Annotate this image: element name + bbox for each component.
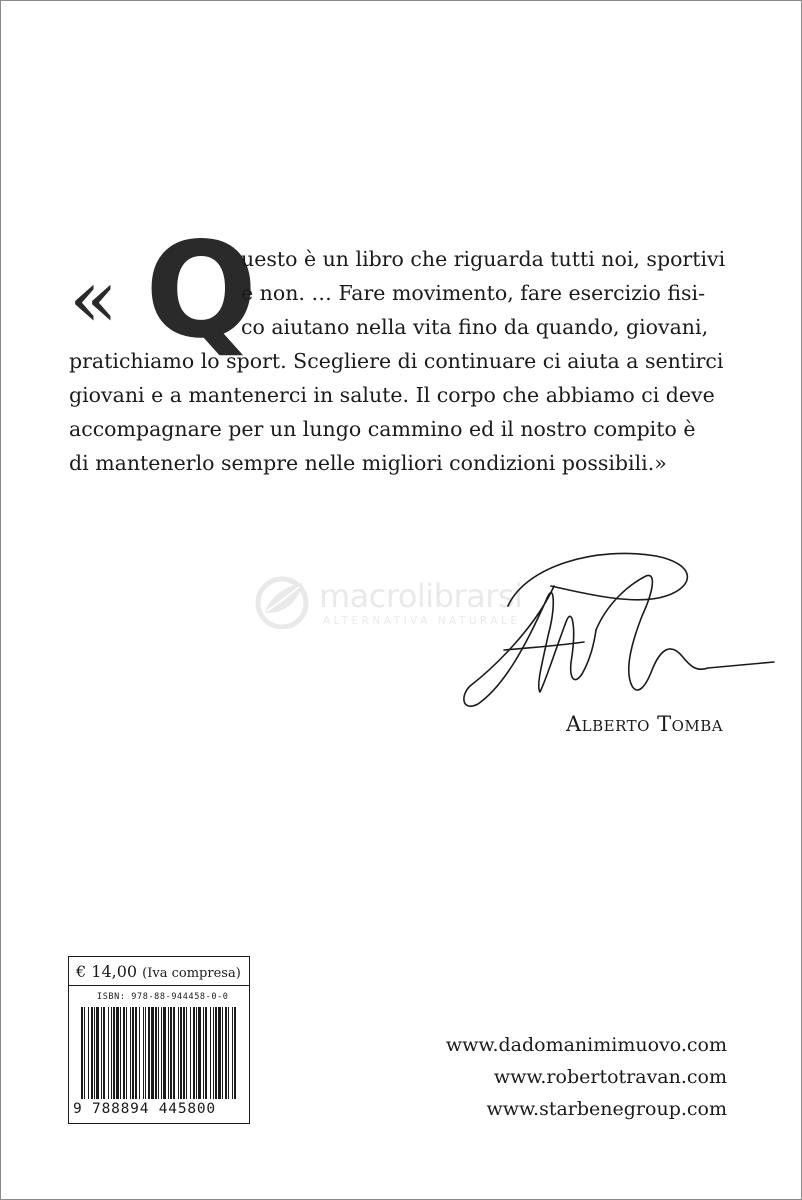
- barcode-bar: [84, 1007, 85, 1099]
- barcode-bar: [101, 1007, 102, 1099]
- barcode-bar: [148, 1007, 150, 1099]
- barcode-bar: [163, 1007, 166, 1099]
- barcode-bar: [203, 1007, 204, 1099]
- barcode-bar: [94, 1007, 95, 1099]
- isbn-label: ISBN: 978-88-944458-0-0: [97, 992, 229, 1002]
- barcode-bar: [88, 1007, 89, 1099]
- price: [76, 962, 241, 981]
- barcode-bar: [135, 1007, 137, 1099]
- barcode-bar: [193, 1007, 195, 1099]
- barcode-bar: [81, 1007, 83, 1099]
- barcode-bar: [139, 1007, 140, 1099]
- barcode-bar: [161, 1007, 162, 1099]
- barcode-bar: [173, 1007, 175, 1099]
- barcode-bar: [111, 1007, 112, 1099]
- quote-line: di mantenerlo sempre nelle migliori condizioni possibili.»: [69, 451, 667, 475]
- quote-line: accompagnare per un lungo cammino ed il nostro compito è: [69, 417, 696, 441]
- watermark-name: macrolibrarsi: [319, 577, 523, 615]
- barcode-bar: [108, 1007, 109, 1099]
- barcode-bar: [145, 1007, 146, 1099]
- barcode-bar: [168, 1007, 169, 1099]
- barcode-bar: [155, 1007, 157, 1099]
- barcode-bar: [218, 1007, 221, 1099]
- barcode-bar: [228, 1007, 229, 1099]
- website-link[interactable]: www.starbenegroup.com: [486, 1098, 727, 1120]
- drop-cap: Q: [145, 214, 258, 368]
- barcode-bar: [158, 1007, 159, 1099]
- price-barcode-box: [68, 956, 250, 1124]
- barcode-bar: [91, 1007, 93, 1099]
- barcode-bar: [198, 1007, 201, 1099]
- quote-line: pratichiamo lo sport. Scegliere di continuare ci aiuta a sentirci: [69, 349, 724, 373]
- barcode-bar: [151, 1007, 154, 1099]
- barcode-bar: [123, 1007, 125, 1099]
- barcode-bar: [196, 1007, 197, 1099]
- barcode-bar: [183, 1007, 185, 1099]
- barcode-bar: [180, 1007, 182, 1099]
- price-row: [69, 957, 249, 986]
- website-link[interactable]: www.robertotravan.com: [493, 1066, 727, 1088]
- barcode-bar: [215, 1007, 217, 1099]
- leaf-logo-icon: [253, 575, 311, 629]
- barcode-bar: [120, 1007, 121, 1099]
- quote-line: giovani e a mantenerci in salute. Il corpo che abbiamo ci deve: [69, 383, 715, 407]
- barcode-bar: [130, 1007, 131, 1099]
- barcode-bar: [213, 1007, 214, 1099]
- barcode-bar: [210, 1007, 211, 1099]
- barcode-bar: [234, 1007, 236, 1099]
- price-note: (Iva compresa): [142, 966, 241, 981]
- barcode-bar: [225, 1007, 227, 1099]
- website-link[interactable]: www.dadomanimimuovo.com: [445, 1034, 727, 1056]
- barcode-bar: [190, 1007, 191, 1099]
- barcode-bar: [132, 1007, 134, 1099]
- quote-line: co aiutano nella vita fino da quando, giovani,: [241, 315, 709, 339]
- barcode-bar: [232, 1007, 233, 1099]
- barcode-bar: [170, 1007, 172, 1099]
- barcode-bar: [143, 1007, 144, 1099]
- quote-line: e non. … Fare movimento, fare esercizio fisi-: [241, 281, 706, 305]
- barcode: [79, 1007, 239, 1099]
- barcode-bar: [116, 1007, 119, 1099]
- barcode-bar: [178, 1007, 179, 1099]
- website-list: [446, 1029, 727, 1125]
- barcode-bar: [103, 1007, 105, 1099]
- handwritten-signature: [456, 546, 786, 726]
- watermark-tagline: ALTERNATIVA NATURALE: [323, 615, 521, 627]
- barcode-digits: 9 788894 445800: [73, 1101, 216, 1117]
- barcode-bar: [222, 1007, 223, 1099]
- author-name: Alberto Tomba: [566, 712, 724, 736]
- barcode-bar: [113, 1007, 115, 1099]
- barcode-bar: [126, 1007, 127, 1099]
- price-amount: € 14,00: [76, 962, 138, 981]
- barcode-bar: [96, 1007, 99, 1099]
- opening-guillemet: «: [69, 252, 114, 345]
- barcode-bar: [186, 1007, 187, 1099]
- quote-line: uesto è un libro che riguarda tutti noi, sportivi: [241, 247, 726, 271]
- barcode-bar: [205, 1007, 207, 1099]
